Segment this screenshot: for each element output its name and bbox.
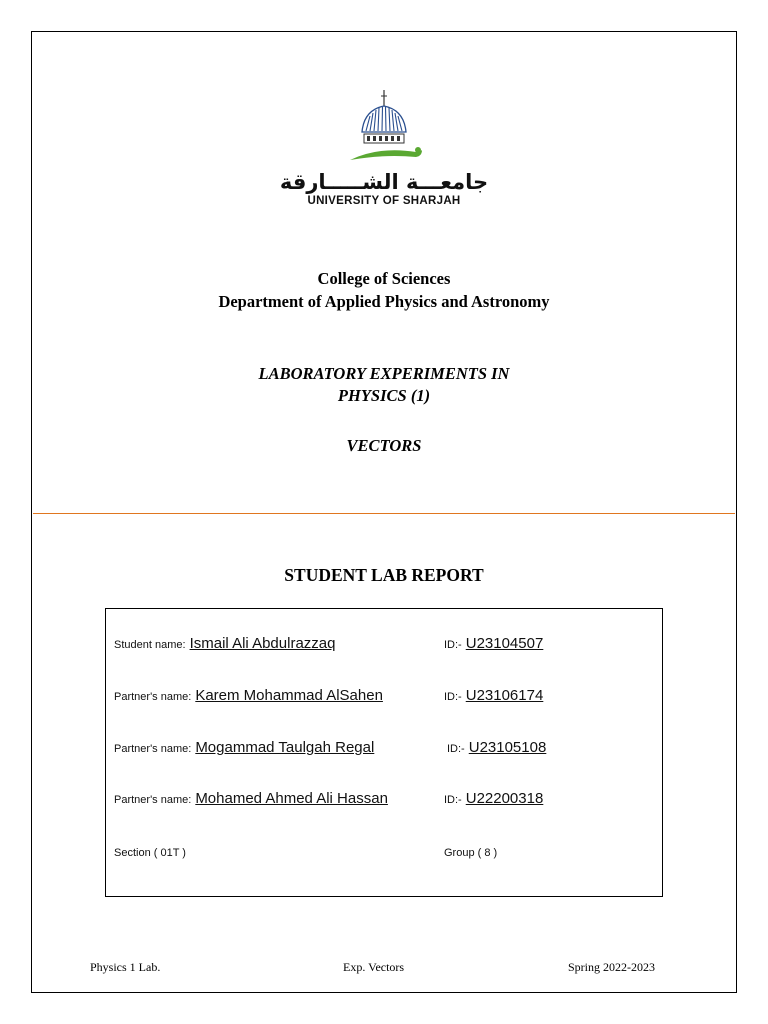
footer-right: Spring 2022-2023	[568, 960, 655, 974]
partner-id-value: U23105108	[468, 739, 547, 756]
dome-emblem-icon	[334, 88, 434, 168]
lab-title-line1: LABORATORY EXPERIMENTS IN	[258, 364, 510, 383]
footer-left: Physics 1 Lab.	[90, 960, 161, 974]
partner-name-value: Mohamed Ahmed Ali Hassan	[195, 790, 388, 807]
divider-line	[33, 513, 735, 514]
id-label: ID:-	[444, 639, 462, 651]
partner-row	[114, 733, 654, 757]
section-text: Section ( 01T )	[114, 847, 186, 859]
department-name: Department of Applied Physics and Astronomy	[218, 292, 550, 311]
student-name-label: Student name:	[114, 639, 186, 651]
student-id-value: U23104507	[465, 635, 544, 652]
id-label: ID:-	[447, 743, 465, 755]
partner-name-label: Partner's name:	[114, 794, 192, 806]
partner-row	[114, 681, 654, 705]
id-label: ID:-	[444, 794, 462, 806]
footer-center: Exp. Vectors	[343, 960, 405, 974]
partner-id-value: U23106174	[465, 687, 544, 704]
partner-name-value: Karem Mohammad AlSahen	[195, 687, 383, 704]
section-group-row	[114, 835, 654, 859]
id-label: ID:-	[444, 691, 462, 703]
partner-name-value: Mogammad Taulgah Regal	[195, 739, 375, 756]
college-name: College of Sciences	[317, 269, 451, 288]
partner-row	[114, 784, 654, 808]
partner-name-label: Partner's name:	[114, 691, 192, 703]
university-logo	[0, 88, 768, 207]
partner-name-label: Partner's name:	[114, 743, 192, 755]
group-text: Group ( 8 )	[444, 847, 498, 859]
logo-english-text: UNIVERSITY OF SHARJAH	[307, 195, 461, 207]
logo-arabic-text: جامعـــة الشـــــارقة	[279, 170, 489, 194]
report-heading: STUDENT LAB REPORT	[284, 565, 484, 585]
student-info-box	[105, 608, 663, 897]
student-row	[114, 629, 654, 653]
lab-title-line2: PHYSICS (1)	[337, 386, 431, 405]
partner-id-value: U22200318	[465, 790, 544, 807]
experiment-title: VECTORS	[346, 436, 422, 455]
student-name-value: Ismail Ali Abdulrazzaq	[189, 635, 336, 652]
